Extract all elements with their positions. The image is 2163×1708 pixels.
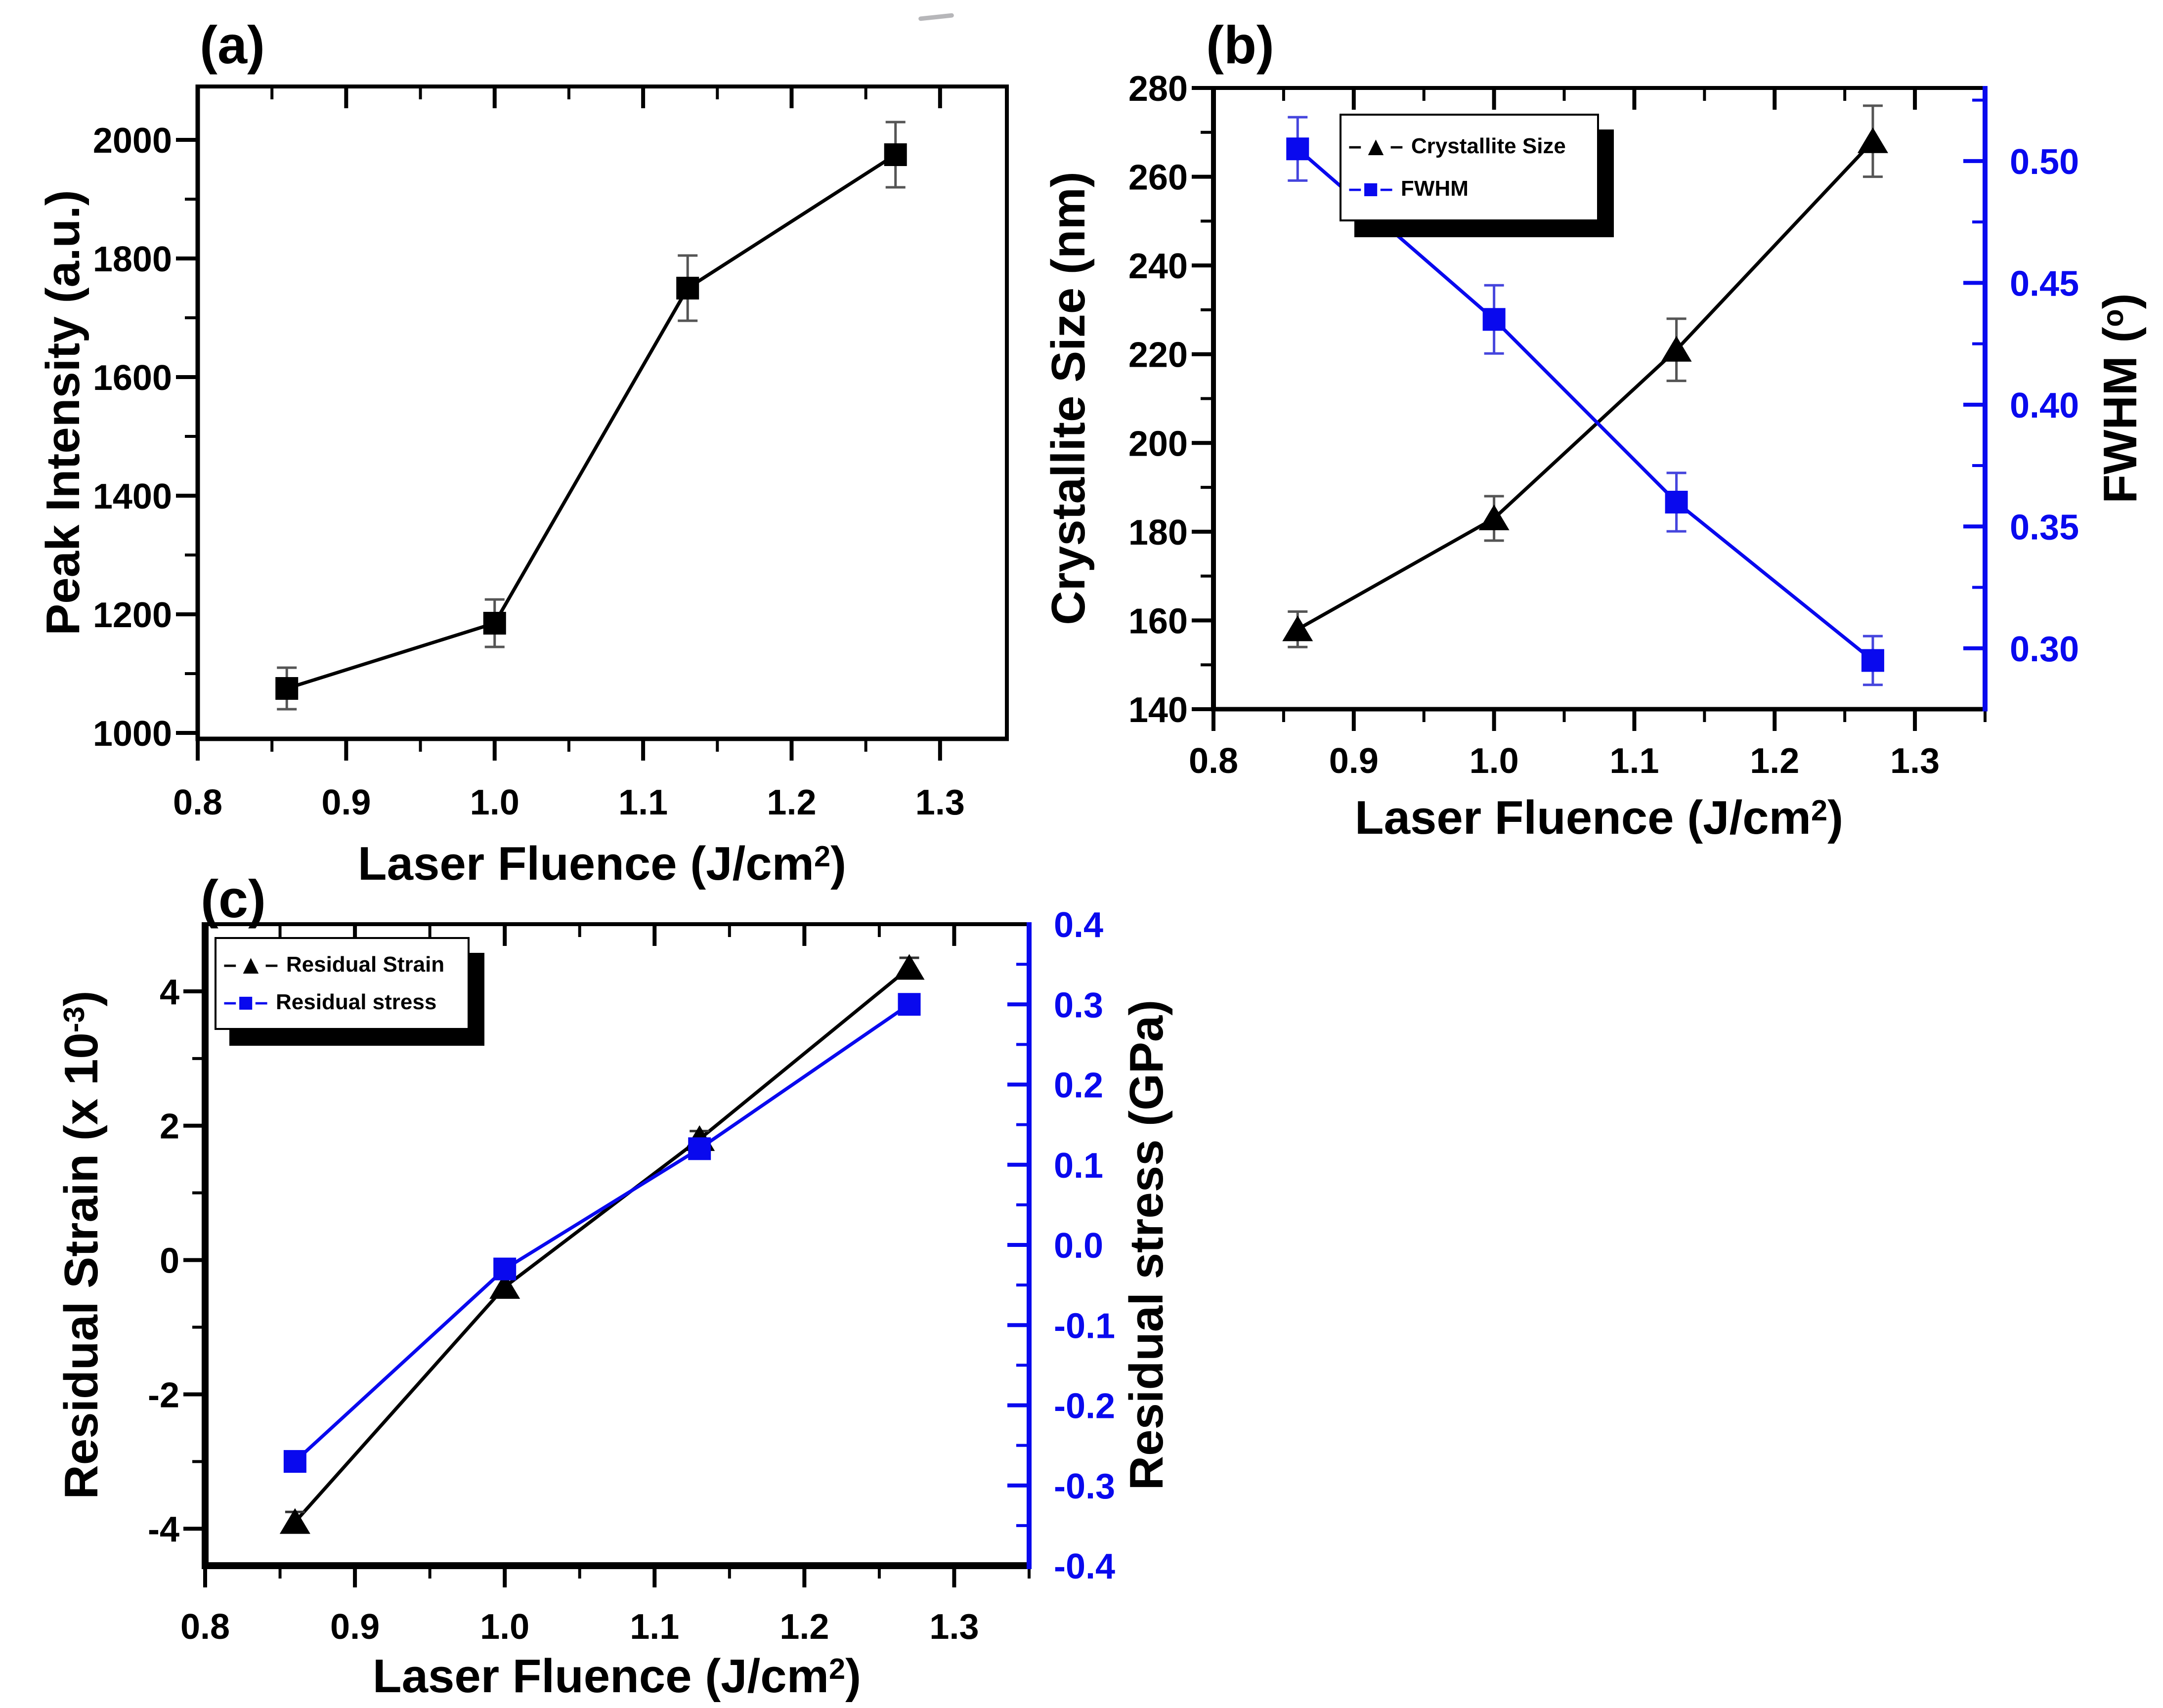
legend-line-dash: – <box>223 951 237 978</box>
y-right-tick-label: 0.1 <box>1054 1146 1104 1186</box>
y-left-tick-label: 260 <box>1128 158 1188 198</box>
triangle-marker-icon: ▲ <box>237 950 264 980</box>
legend-c-item-residual-strain <box>223 951 461 978</box>
y-left-tick-label: 2000 <box>92 121 172 161</box>
panel-c-left-axis-title: Residual Strain (x $10^{-3}$) <box>55 990 108 1499</box>
x-tick-label: 1.0 <box>1469 741 1519 781</box>
y-left-tick-label: 220 <box>1128 335 1188 375</box>
x-tick-label: 1.1 <box>630 1607 680 1647</box>
legend-b <box>1340 114 1599 221</box>
panel-c-right-axis-title: Residual stress (GPa) <box>1120 999 1173 1491</box>
x-tick-label: 1.0 <box>470 783 519 822</box>
y-right-tick-label: 0.30 <box>2010 629 2079 669</box>
series-line <box>287 155 896 688</box>
y-left-tick-label: 1200 <box>92 596 172 635</box>
y-right-tick-label: -0.2 <box>1054 1386 1116 1426</box>
y-right-tick-label: 0.35 <box>2010 508 2079 548</box>
y-right-tick-label: 0.45 <box>2010 264 2079 304</box>
legend-c <box>215 937 470 1030</box>
y-right-tick-label: 0.0 <box>1054 1226 1104 1266</box>
y-left-tick-label: 1600 <box>92 358 172 398</box>
panel-c-label: (c) <box>201 869 266 929</box>
series-residual-stress <box>284 993 921 1473</box>
tick-labels-b <box>1128 69 2079 781</box>
square-marker <box>493 1258 516 1281</box>
legend-line-dash: – <box>255 988 268 1015</box>
triangle-marker <box>894 954 925 980</box>
panel-b-x-axis-title: Laser Fluence $(J/cm^2)$ <box>1354 791 1844 844</box>
square-marker <box>884 143 907 166</box>
y-right-tick-label: 0.4 <box>1054 905 1104 945</box>
legend-line-dash: – <box>1380 175 1393 202</box>
y-left-tick-label: 1000 <box>92 714 172 754</box>
series-peak-intensity <box>275 122 907 709</box>
y-left-tick-label: 240 <box>1128 247 1188 287</box>
y-left-tick-label: 4 <box>159 972 179 1012</box>
x-tick-label: 0.9 <box>1329 741 1379 781</box>
square-marker <box>676 277 699 299</box>
y-left-tick-label: 140 <box>1128 690 1188 730</box>
panel-b-left-axis-title: Crystallite Size (nm) <box>1042 171 1095 625</box>
legend-line-dash: – <box>1348 133 1362 160</box>
panel-a-x-axis-title: Laser Fluence $(J/cm^2)$ <box>357 837 847 890</box>
y-right-tick-label: 0.50 <box>2010 142 2079 182</box>
panel-b-right-axis-title: FWHM ($^o$) <box>2094 293 2147 504</box>
legend-label: FWHM <box>1401 176 1469 201</box>
y-right-tick-label: -0.1 <box>1054 1306 1116 1346</box>
series-residual-strain <box>280 954 925 1534</box>
square-marker <box>898 993 921 1016</box>
y-left-tick-label: 180 <box>1128 512 1188 553</box>
x-tick-label: 1.3 <box>915 783 965 822</box>
y-left-tick-label: 160 <box>1128 601 1188 641</box>
legend-b-item-crystallite-size <box>1348 133 1590 160</box>
y-right-tick-label: -0.3 <box>1054 1466 1116 1506</box>
x-tick-label: 0.8 <box>173 783 223 822</box>
square-marker <box>284 1450 306 1473</box>
series-line <box>295 968 909 1522</box>
square-marker <box>688 1137 711 1160</box>
y-left-tick-label: -4 <box>147 1510 179 1550</box>
x-tick-label: 1.0 <box>480 1607 530 1647</box>
legend-line-dash: – <box>265 951 278 978</box>
panel-c-x-axis-title: Laser Fluence $(J/cm^2)$ <box>372 1650 862 1703</box>
square-marker <box>483 612 506 635</box>
panel-a <box>93 85 1009 822</box>
x-tick-label: 1.3 <box>1890 741 1940 781</box>
legend-label: Residual stress <box>276 989 437 1014</box>
plot-frame-b <box>1211 86 1988 712</box>
y-right-tick-label: 0.2 <box>1054 1066 1104 1106</box>
x-tick-label: 0.9 <box>321 783 371 822</box>
x-tick-label: 0.9 <box>330 1607 380 1647</box>
series-line <box>295 1004 909 1461</box>
triangle-marker-icon: ▲ <box>1362 131 1389 162</box>
legend-b-item-fwhm <box>1348 175 1590 202</box>
triangle-marker <box>1282 615 1313 641</box>
x-tick-label: 1.3 <box>929 1607 979 1647</box>
x-tick-label: 0.8 <box>1188 741 1239 781</box>
y-left-tick-label: 1400 <box>92 477 172 516</box>
square-marker <box>1861 649 1884 672</box>
x-tick-label: 1.1 <box>1609 741 1659 781</box>
square-marker <box>1483 308 1506 331</box>
panel-a-y-axis-title: Peak Intensity (a.u.) <box>37 190 89 636</box>
legend-label: Residual Strain <box>286 952 445 977</box>
y-right-tick-label: 0.40 <box>2010 385 2079 426</box>
triangle-marker <box>1858 128 1888 153</box>
legend-line-dash: – <box>1390 133 1403 160</box>
y-right-tick-label: -0.4 <box>1054 1547 1116 1586</box>
square-marker-icon: ■ <box>237 987 254 1017</box>
y-right-tick-label: 0.3 <box>1054 985 1104 1025</box>
y-left-tick-label: 0 <box>159 1241 179 1281</box>
plot-frame-a <box>196 85 1009 741</box>
square-marker <box>1286 137 1309 160</box>
x-tick-label: 1.2 <box>779 1607 829 1647</box>
panel-a-label: (a) <box>200 15 265 75</box>
legend-label: Crystallite Size <box>1411 134 1566 159</box>
y-left-tick-label: 200 <box>1128 424 1188 464</box>
x-tick-label: 0.8 <box>180 1607 230 1647</box>
x-tick-label: 1.2 <box>1750 741 1800 781</box>
square-marker <box>1665 491 1688 513</box>
y-left-tick-label: -2 <box>147 1375 179 1415</box>
series-line <box>1298 149 1873 660</box>
legend-line-dash: – <box>223 988 237 1015</box>
y-left-tick-label: 280 <box>1128 69 1188 109</box>
panel-b <box>1128 69 2079 781</box>
x-tick-label: 1.1 <box>618 783 668 822</box>
tick-labels-a <box>93 121 965 822</box>
square-marker-icon: ■ <box>1362 173 1379 204</box>
x-tick-label: 1.2 <box>767 783 817 822</box>
panel-b-label: (b) <box>1206 15 1274 75</box>
axis-ticks-a <box>176 86 940 761</box>
square-marker <box>275 677 298 700</box>
y-left-tick-label: 1800 <box>92 240 172 279</box>
y-left-tick-label: 2 <box>159 1107 179 1147</box>
legend-line-dash: – <box>1348 175 1362 202</box>
legend-c-item-residual-stress <box>223 989 461 1016</box>
